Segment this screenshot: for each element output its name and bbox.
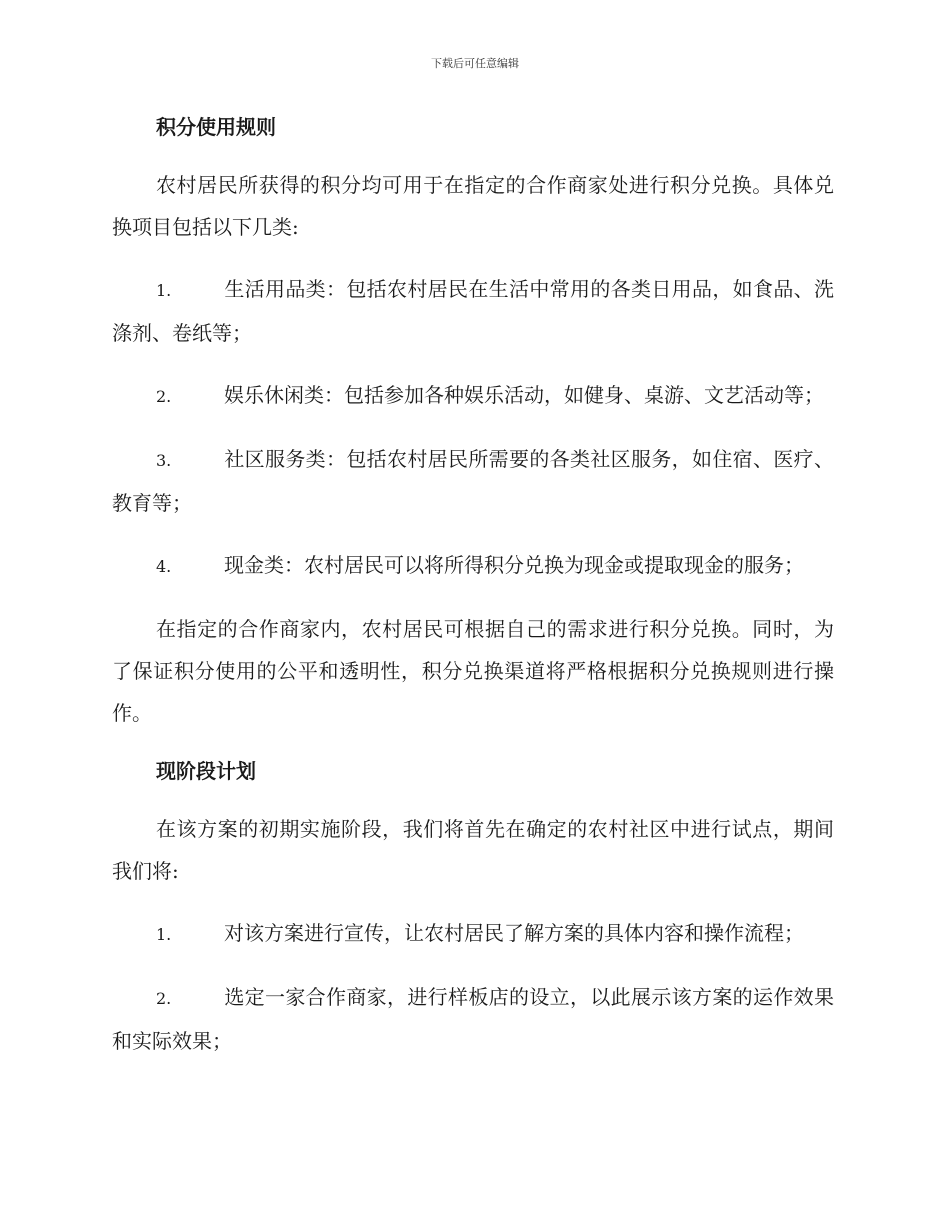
- list-item: [112, 912, 834, 956]
- list-item-text: 对该方案进行宣传，让农村居民了解方案的具体内容和操作流程；: [224, 921, 804, 945]
- list-item-text: 生活用品类：包括农村居民在生活中常用的各类日用品，如食品、洗涤剂、卷纸等；: [112, 277, 834, 345]
- list-item-number: 2.: [156, 989, 172, 1008]
- header-note: 下载后可任意编辑: [431, 57, 519, 70]
- list-item: [112, 268, 834, 354]
- list-item-number: 1.: [156, 925, 172, 944]
- list-item: [112, 438, 834, 524]
- list-item-number: 2.: [156, 387, 172, 406]
- list-item-number: 3.: [156, 451, 172, 470]
- section-heading-points-rules: 积分使用规则: [156, 115, 276, 139]
- list-item: [112, 976, 834, 1062]
- paragraph-intro: 农村居民所获得的积分均可用于在指定的合作商家处进行积分兑换。具体兑换项目包括以下几类:: [112, 173, 834, 239]
- list-item-text: 现金类：农村居民可以将所得积分兑换为现金或提取现金的服务；: [224, 553, 804, 577]
- list-item-text: 社区服务类：包括农村居民所需要的各类社区服务，如住宿、医疗、教育等；: [112, 447, 834, 515]
- paragraph-closing: 在指定的合作商家内，农村居民可根据自己的需求进行积分兑换。同时，为了保证积分使用的公平和透明性，积分兑换渠道将严格根据积分兑换规则进行操作。: [112, 617, 834, 725]
- list-item-text: 选定一家合作商家，进行样板店的设立，以此展示该方案的运作效果和实际效果；: [112, 985, 834, 1053]
- document-body: [112, 110, 834, 1082]
- list-item: [112, 374, 834, 418]
- section-heading-current-plan: 现阶段计划: [156, 759, 256, 783]
- list-item: [112, 544, 834, 588]
- list-item-number: 4.: [156, 557, 172, 576]
- list-item-number: 1.: [156, 281, 172, 300]
- paragraph-plan-intro: 在该方案的初期实施阶段，我们将首先在确定的农村社区中进行试点，期间我们将:: [112, 817, 834, 883]
- list-item-text: 娱乐休闲类：包括参加各种娱乐活动，如健身、桌游、文艺活动等；: [224, 383, 824, 407]
